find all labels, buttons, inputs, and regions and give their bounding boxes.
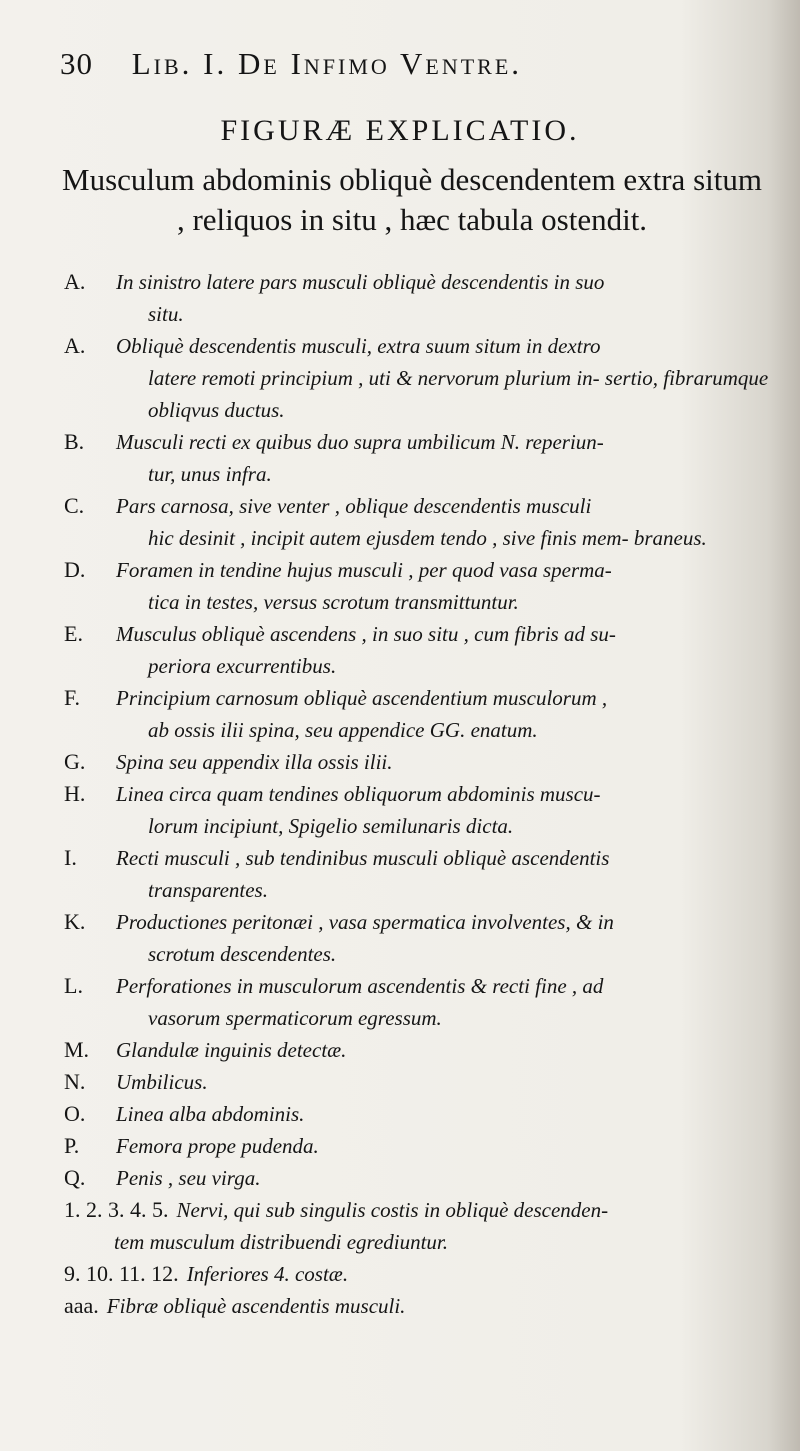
legend-text [116, 1066, 774, 1098]
legend-text [116, 1130, 774, 1162]
legend-key: P. [64, 1133, 80, 1158]
legend-text [116, 554, 774, 618]
legend-key: M. [64, 1037, 90, 1062]
legend-text-continuation: tem musculum distribuendi egrediuntur. [114, 1230, 449, 1254]
legend-text-line: Principium carnosum obliquè ascendentium musculorum , [116, 686, 608, 710]
legend-key: L. [64, 973, 83, 998]
legend-text [116, 618, 774, 682]
legend-text [116, 778, 774, 842]
legend-key: I. [64, 845, 77, 870]
legend-text [116, 1162, 774, 1194]
legend-entry [64, 842, 774, 906]
legend-text-continuation: vasorum spermaticorum egressum. [148, 1006, 442, 1030]
running-head [60, 46, 700, 82]
legend-list [64, 266, 774, 1322]
legend-text [64, 1198, 774, 1258]
legend-text-line: Musculus obliquè ascendens , in suo situ , cum fibris ad su- [116, 622, 616, 646]
legend-text-line: Musculi recti ex quibus duo supra umbilicum N. reperiun- [116, 430, 604, 454]
legend-key: B. [64, 429, 85, 454]
legend-key: A. [64, 269, 86, 294]
legend-text-line: Femora prope pudenda. [116, 1134, 319, 1158]
legend-key: Q. [64, 1165, 86, 1190]
legend-text-continuation: latere remoti principium , uti & nervorum plurium in- sertio, fibrarumque obliqvus ductus. [148, 366, 769, 422]
legend-text-continuation: ab ossis ilii spina, seu appendice GG. enatum. [148, 718, 538, 742]
legend-text-continuation: scrotum descendentes. [148, 942, 337, 966]
legend-key: H. [64, 781, 86, 806]
legend-text-line: Linea alba abdominis. [116, 1102, 305, 1126]
running-title: Lib. I. De Infimo Ventre. [131, 46, 523, 81]
legend-text [187, 1262, 348, 1286]
legend-text [116, 746, 774, 778]
legend-text-line: Nervi, qui sub singulis costis in obliquè descenden- [176, 1198, 609, 1222]
legend-text-line: Fibræ obliquè ascendentis musculi. [106, 1294, 406, 1318]
legend-entry [64, 554, 774, 618]
legend-entry [64, 1098, 774, 1130]
legend-text [116, 682, 774, 746]
legend-text-line: Umbilicus. [116, 1070, 208, 1094]
legend-key: D. [64, 557, 86, 582]
legend-key: 9. 10. 11. 12. [64, 1261, 179, 1286]
legend-text-line: Glandulæ inguinis detectæ. [116, 1038, 347, 1062]
legend-text [116, 842, 774, 906]
legend-text-line: Linea circa quam tendines obliquorum abdominis muscu- [116, 782, 601, 806]
legend-text [116, 906, 774, 970]
legend-entry [64, 1066, 774, 1098]
legend-text-line: Perforationes in musculorum ascendentis & recti fine , ad [116, 974, 604, 998]
legend-entry [64, 682, 774, 746]
legend-text [116, 426, 774, 490]
legend-key: A. [64, 333, 86, 358]
legend-entry [64, 490, 774, 554]
legend-entry [64, 1258, 774, 1290]
legend-text-line: Spina seu appendix illa ossis ilii. [116, 750, 393, 774]
legend-text [116, 1098, 774, 1130]
legend-entry [64, 1290, 774, 1322]
legend-key: 1. 2. 3. 4. 5. [64, 1197, 169, 1222]
legend-entry [64, 1130, 774, 1162]
legend-text [116, 266, 774, 330]
legend-key: aaa. [64, 1293, 99, 1318]
legend-text [116, 970, 774, 1034]
legend-text-continuation: tur, unus infra. [148, 462, 272, 486]
legend-entry [64, 266, 774, 330]
legend-key: E. [64, 621, 83, 646]
legend-text-continuation: transparentes. [148, 878, 268, 902]
legend-entry [64, 778, 774, 842]
legend-entry [64, 1034, 774, 1066]
legend-text-line: Obliquè descendentis musculi, extra suum situm in dextro [116, 334, 601, 358]
legend-entry [64, 1194, 774, 1258]
legend-entry [64, 746, 774, 778]
legend-text [107, 1294, 406, 1318]
page-number: 30 [60, 46, 93, 81]
legend-text-line: In sinistro latere pars musculi obliquè descendentis in suo [116, 270, 605, 294]
legend-text-continuation: periora excurrentibus. [148, 654, 337, 678]
legend-key: C. [64, 493, 85, 518]
legend-entry [64, 1162, 774, 1194]
legend-key: O. [64, 1101, 86, 1126]
legend-key: N. [64, 1069, 86, 1094]
legend-entry [64, 426, 774, 490]
legend-text [116, 330, 774, 426]
legend-text-line: Pars carnosa, sive venter , oblique descendentis musculi [116, 494, 592, 518]
legend-entry [64, 618, 774, 682]
legend-key: F. [64, 685, 80, 710]
legend-text-line: Productiones peritonæi , vasa spermatica involventes, & in [116, 910, 614, 934]
legend-text [116, 1034, 774, 1066]
legend-text-continuation: lorum incipiunt, Spigelio semilunaris dicta. [148, 814, 514, 838]
legend-text-continuation: tica in testes, versus scrotum transmittuntur. [148, 590, 519, 614]
legend-text-line: Inferiores 4. costæ. [186, 1262, 349, 1286]
legend-text-line: Penis , seu virga. [116, 1166, 261, 1190]
legend-text [116, 490, 774, 554]
legend-entry [64, 906, 774, 970]
legend-entry [64, 330, 774, 426]
legend-text-continuation: situ. [148, 302, 184, 326]
legend-key: G. [64, 749, 86, 774]
intro-paragraph: Musculum abdominis obliquè descendentem extra situm , reliquos in situ , hæc tabula ostendit. [62, 162, 762, 237]
legend-text-continuation: hic desinit , incipit autem ejusdem tendo , sive finis mem- braneus. [148, 526, 707, 550]
legend-entry [64, 970, 774, 1034]
legend-text-line: Recti musculi , sub tendinibus musculi obliquè ascendentis [116, 846, 610, 870]
section-heading: FIGURÆ EXPLICATIO. [220, 114, 580, 147]
legend-key: K. [64, 909, 86, 934]
legend-text-line: Foramen in tendine hujus musculi , per quod vasa sperma- [116, 558, 612, 582]
